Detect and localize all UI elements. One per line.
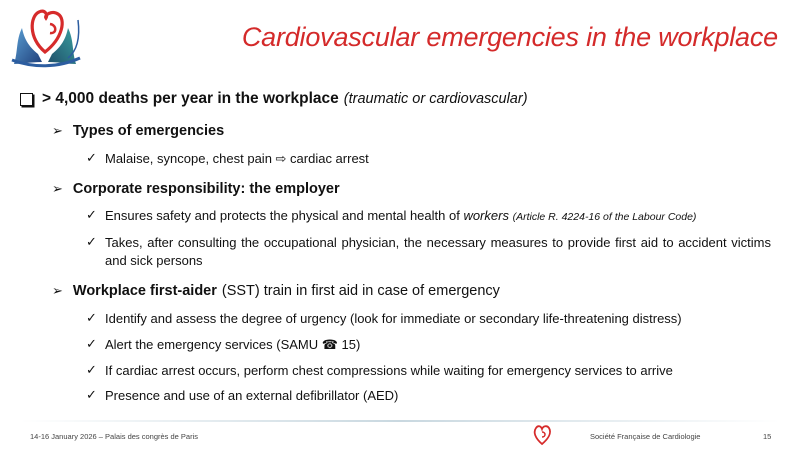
- top-bullet-italic: (traumatic or cardiovascular): [343, 91, 528, 107]
- square-bullet-icon: [20, 93, 33, 106]
- list-item-text: Ensures safety and protects the physical and mental health of: [105, 208, 464, 223]
- section-heading-text: Corporate responsibility: the employer: [72, 181, 340, 197]
- check-icon: ✓: [86, 362, 97, 377]
- check-icon: ✓: [86, 336, 97, 351]
- legal-reference: (Article R. 4224-16 of the Labour Code): [512, 211, 697, 223]
- list-item: [86, 387, 398, 405]
- list-item: [86, 362, 673, 380]
- page-number: 15: [763, 432, 772, 441]
- footer-organization: Société Française de Cardiologie: [590, 432, 701, 441]
- list-item: [86, 150, 369, 168]
- list-item-text: Identify and assess the degree of urgency (look for immediate or secondary life-threatening distress): [105, 311, 682, 326]
- section-heading-text: Workplace first-aider: [72, 283, 217, 299]
- sfc-heart-logo-icon: [532, 424, 552, 446]
- footer-event: 14-16 January 2026 – Palais des congrès de Paris: [30, 432, 199, 441]
- list-item: [86, 234, 771, 269]
- check-icon: ✓: [86, 207, 97, 222]
- top-bullet-bold: > 4,000 deaths per year in the workplace: [42, 90, 339, 107]
- list-item: [86, 336, 360, 354]
- arrow-bullet-icon: ➢: [52, 181, 63, 196]
- arrow-bullet-icon: ➢: [52, 123, 63, 138]
- list-item-text: Alert the emergency services (SAMU ☎ 15): [105, 337, 361, 352]
- section-heading-text: Types of emergencies: [72, 123, 225, 139]
- check-icon: ✓: [86, 387, 97, 402]
- check-icon: ✓: [86, 234, 97, 249]
- list-item: [86, 207, 776, 227]
- footer-divider: [20, 420, 780, 422]
- list-item-italic: workers: [463, 208, 509, 223]
- arrow-bullet-icon: ➢: [52, 283, 63, 298]
- top-bullet: [20, 90, 528, 108]
- list-item-text: Malaise, syncope, chest pain ⇨ cardiac arrest: [105, 151, 369, 166]
- section-heading: [52, 123, 224, 139]
- list-item-text: If cardiac arrest occurs, perform chest compressions while waiting for emergency services to arrive: [105, 363, 673, 378]
- page-title: Cardiovascular emergencies in the workplace: [241, 22, 778, 52]
- check-icon: ✓: [86, 150, 97, 165]
- list-item-text: Presence and use of an external defibrillator (AED): [105, 388, 399, 403]
- list-item-text: Takes, after consulting the occupational physician, the necessary measures to provide first aid to accident victims and sick persons: [105, 235, 771, 268]
- section-heading: [52, 181, 340, 197]
- list-item: [86, 310, 682, 328]
- check-icon: ✓: [86, 310, 97, 325]
- section-heading-rest: (SST) train in first aid in case of emergency: [221, 283, 500, 299]
- heart-hands-logo-icon: [8, 2, 83, 72]
- section-heading: [52, 283, 500, 299]
